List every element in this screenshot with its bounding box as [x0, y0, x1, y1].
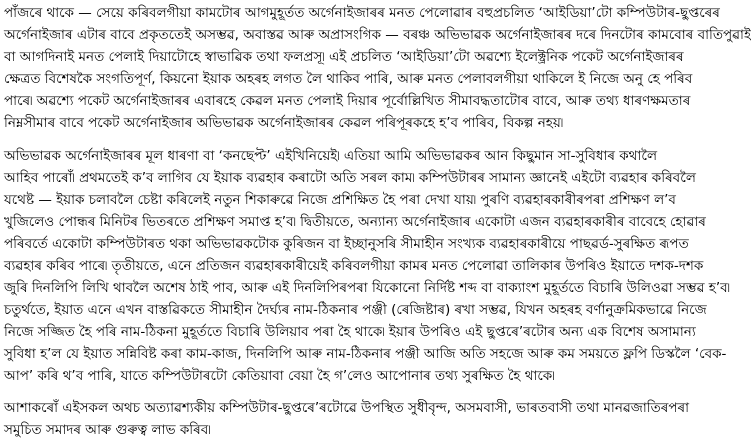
text-line: সুবিধা হ’ল যে ইয়াত সন্নিবিষ্ট কৰা কাম-কাজ, দিনলিপি আৰু নাম-ঠিকনাৰ পঞ্জী আজি অতি সহজে আৰু কম সময়তে ফ্লপি ডিস্কলৈ ‘বেক- — [4, 346, 727, 362]
text-line: জুৰি দিনলিপি লিখি থাবলৈ অশেষ ঠাই পাব, আৰু এই দিনলিপিৰপৰা যিকোনো নিৰ্দিষ্ট শব্দ বা বাক্যাংশ মুহূৰ্ততে বিচাৰি উলিওৱা সম্ভৱ হ’ব৷ — [4, 280, 730, 296]
text-line: অভিভাৱক অৰ্গেনাইজাৰৰ মূল ধাৰণা বা ‘কনছেপ্ট’ এইখিনিয়েই৷ এতিয়া আমি অভিভাৱকৰ আন কিছুমান সা-সুবিধাৰ কথালৈ — [4, 148, 658, 164]
text-line: পাঁজৰে থাকে — সেয়ে কৰিবলগীয়া কামটোৰ আগমুহূৰ্তত অৰ্গেনাইজাৰৰ মনত পেলোৱাৰ বহুপ্ৰচলিত ‘আইডিয়া’টো কম্পিউটাৰ-ছুপ্তৰেৰ — [4, 5, 720, 21]
text-line: নিজে সজ্জিত হৈ পৰি নাম-ঠিকনা মুহূৰ্ততে বিচাৰি উলিয়াব পৰা হৈ থাকে৷ ইয়াৰ উপৰিও এই ছুপ্তৰে’ৰটোৰ অন্য এক বিশেষ অসামান্য — [4, 324, 696, 340]
paragraph-1 — [4, 2, 751, 134]
text-line: খুজিলেও পোন্ধৰ মিনিটৰ ভিতৰতে প্ৰশিক্ষণ সমাপ্ত হ’ব৷ দ্বিতীয়তে, অন্যান্য অৰ্গেনাইজাৰ একোটা এজন ব্যৱহাৰকাৰীৰ বাবেহে হোৱাৰ — [4, 214, 706, 230]
text-line: আহিব পাৰোঁ৷ প্ৰথমতেই ক’ব লাগিব যে ইয়াক ব্যৱহাৰ কৰাটো অতি সৰল কাম৷ কম্পিউটাৰৰ সামান্য জ্ঞানেই এইটো ব্যৱহাৰ কৰিবলৈ — [4, 170, 696, 186]
text-line: পৰিবৰ্তে একোটা কম্পিউটাৰত থকা অভিভাৱকটোক কুৰিজন বা ইচ্ছানুসৰি সীমাহীন সংখ্যক ব্যৱহাৰকাৰীয়ে পাছৱৰ্ড-সুৰক্ষিত ৰূপত — [4, 236, 689, 252]
text-line: যথেষ্ট — ইয়াক চলাবলৈ চেষ্টা কৰিলেই নতুন শিকাৰুৱে নিজে প্ৰশিক্ষিত হৈ পৰা দেখা যায়৷ পুৰণি ব্যৱহাৰকাৰীৰপৰা প্ৰশিক্ষণ ল’ব — [4, 192, 676, 208]
text-line: অৰ্গেনাইজাৰ এটাৰ বাবে প্ৰকৃততেই অসম্ভৱ, অবাস্তৱ আৰু অপ্ৰাসংগিক — বৰঞ্চ অভিভাৱক অৰ্গেনাইজাৰৰ দৰে দিনটোৰ কামবোৰ বাতিপুৱাই — [4, 27, 751, 43]
paragraph-2 — [4, 145, 730, 387]
text-line: পাৰে৷ অৱশ্যে পকেট অৰ্গেনাইজাৰৰ এবাৰহে কেৱল মনত পেলাই দিয়াৰ পূৰ্বোল্লিখিত সীমাবদ্ধতাটোৰ বাবে, আৰু তথ্য ধাৰণক্ষমতাৰ — [4, 93, 691, 109]
text-line: আশাকৰোঁ এইসকল অথচ অত্যাৱশ্যকীয় কম্পিউটাৰ-ছুপ্তৰে’ৰটোৱে উপস্থিত সুধীবৃন্দ, অসমবাসী, ভাৰতবাসী তথা মানৱজাতিৰপৰা — [4, 400, 690, 416]
text-line: বা আগদিনাই মনত পেলাই দিয়াটোহে স্বাভাৱিক তথা ফলপ্ৰসূ৷ এই প্ৰচলিত ‘আইডিয়া’টো অৱশ্যে ইলেক্ট্ৰনিক পকেট অৰ্গেনাইজাৰৰ — [4, 49, 684, 65]
text-line: নিম্নসীমাৰ বাবে পকেট অৰ্গেনাইজাৰ অভিভাৱক অৰ্গেনাইজাৰৰ কেৱল পৰিপূৰকহে হ’ব পাৰিব, বিকল্প নহয়৷ — [4, 115, 564, 131]
paragraph-3 — [4, 397, 690, 441]
text-line: চতুৰ্থতে, ইয়াত এনে এখন বাস্তৱিকতে সীমাহীন দৈৰ্ঘ্যৰ নাম-ঠিকনাৰ পঞ্জী (ৰেজিষ্টাৰ) ৰখা সম্ভৱ, যিখন অহৰহ বৰ্ণানুক্ৰমিকভাৱে নিজে — [4, 302, 707, 318]
text-line: ক্ষেত্ৰত বিশেষকৈ সংগতিপূৰ্ণ, কিয়নো ইয়াক অহৰহ লগত লৈ থাকিব পাৰি, আৰু মনত পেলাবলগীয়া থাকিলে ই নিজে অনু হে পৰিব — [4, 71, 693, 87]
text-line: ব্যৱহাৰ কৰিব পাৰে৷ তৃতীয়তে, এনে প্ৰতিজন ব্যৱহাৰকাৰীয়েই কৰিবলগীয়া কামৰ মনত পেলোৱা তালিকাৰ উপৰিও ইয়াতে দশক-দশক — [4, 258, 704, 274]
text-line: সমুচিত সমাদৰ আৰু গুৰুত্ব লাভ কৰিব৷ — [4, 422, 211, 438]
text-line: আপ’ কৰি থ’ব পাৰি, যাতে কম্পিউটাৰটো কেতিয়াবা বেয়া হৈ গ’লেও আপোনাৰ তথ্য সুৰক্ষিত হৈ থাকে৷ — [4, 368, 555, 384]
